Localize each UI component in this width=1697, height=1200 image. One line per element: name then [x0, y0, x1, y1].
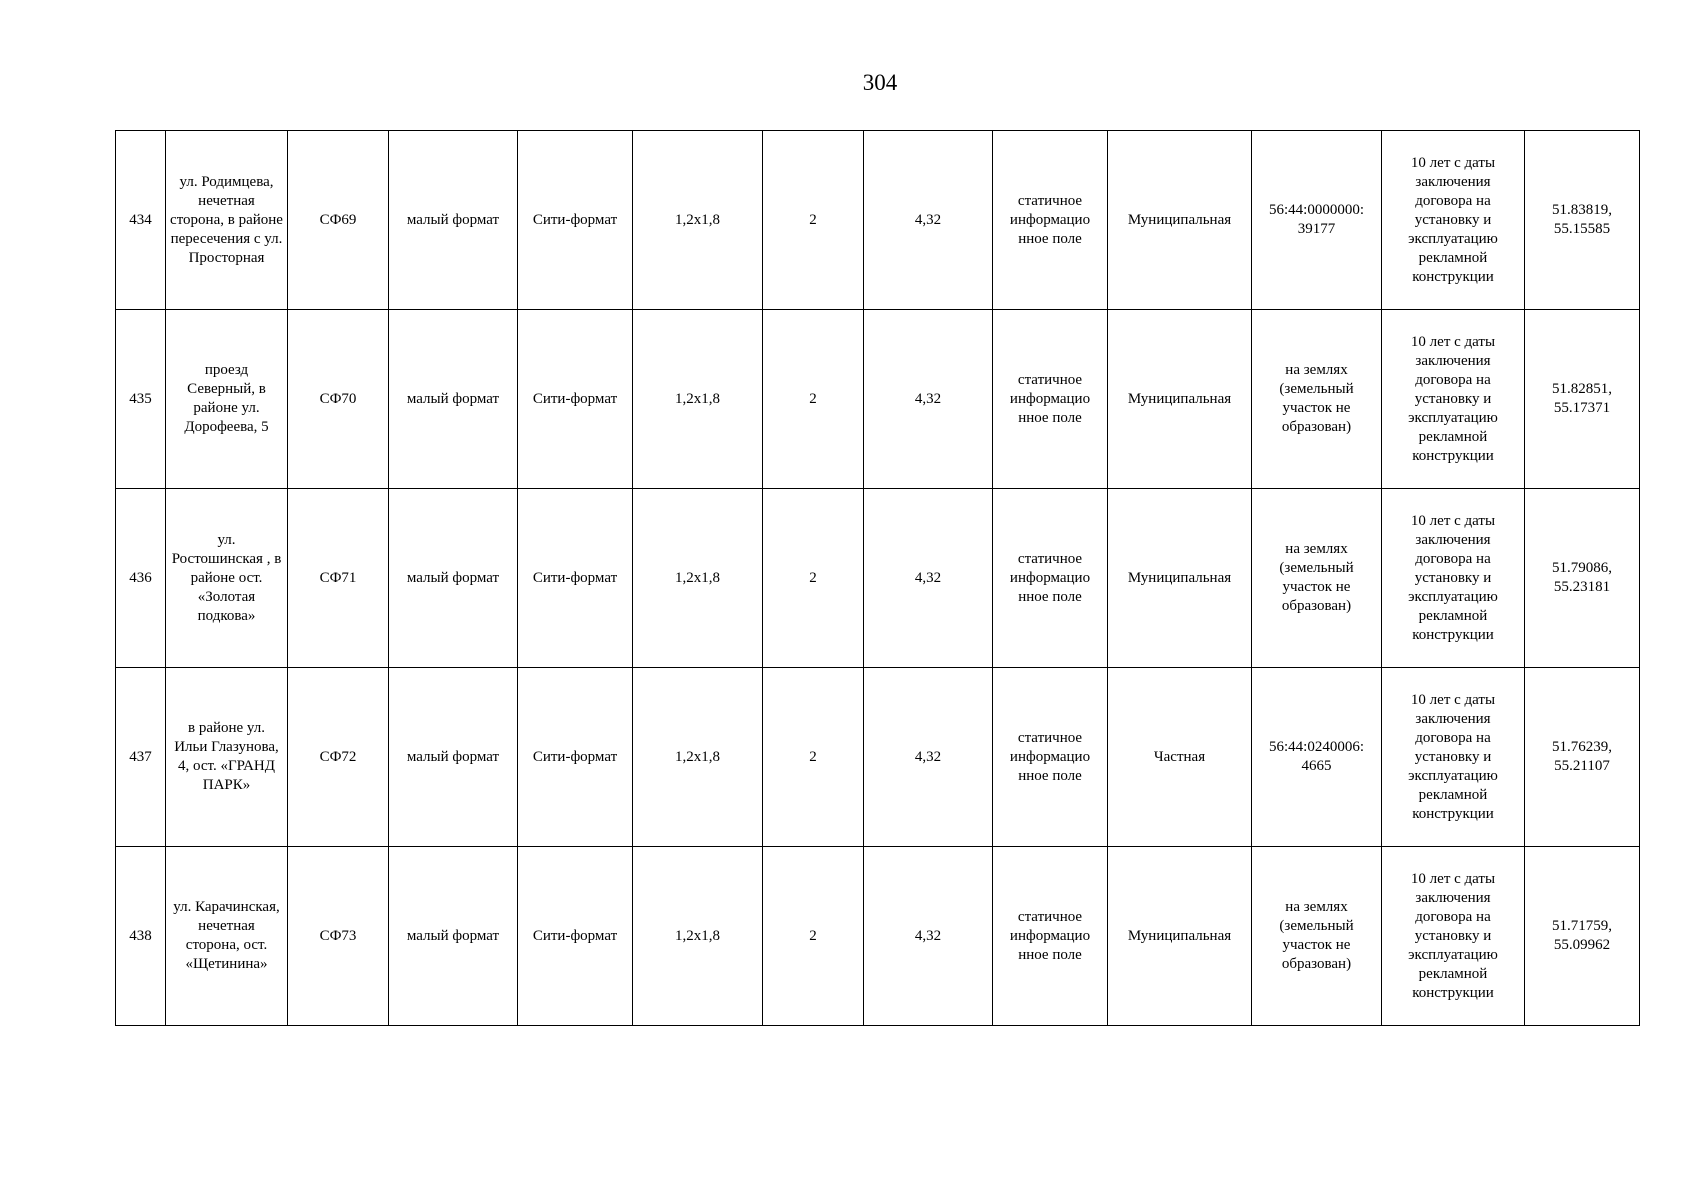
field-type-cell: статичное информацио нное поле	[993, 847, 1108, 1026]
cadastral-cell: 56:44:0240006: 4665	[1252, 668, 1382, 847]
ownership-cell: Муниципальная	[1108, 310, 1252, 489]
size-cell: 1,2х1,8	[633, 489, 763, 668]
format-cell: малый формат	[389, 489, 518, 668]
term-cell: 10 лет с даты заключения договора на установку и эксплуатацию рекламной конструкции	[1382, 489, 1525, 668]
coordinates-cell: 51.79086, 55.23181	[1525, 489, 1640, 668]
sides-cell: 2	[763, 310, 864, 489]
size-cell: 1,2х1,8	[633, 131, 763, 310]
table-row	[116, 310, 1640, 489]
structure-code: СФ71	[288, 489, 389, 668]
size-cell: 1,2х1,8	[633, 668, 763, 847]
sides-cell: 2	[763, 489, 864, 668]
field-type-cell: статичное информацио нное поле	[993, 668, 1108, 847]
area-cell: 4,32	[864, 131, 993, 310]
area-cell: 4,32	[864, 310, 993, 489]
cadastral-cell: на землях (земельный участок не образован)	[1252, 489, 1382, 668]
address-cell: в районе ул. Ильи Глазунова, 4, ост. «ГРАНД ПАРК»	[166, 668, 288, 847]
coordinates-cell: 51.76239, 55.21107	[1525, 668, 1640, 847]
type-cell: Сити-формат	[518, 847, 633, 1026]
row-number: 438	[116, 847, 166, 1026]
cadastral-cell: на землях (земельный участок не образован)	[1252, 310, 1382, 489]
field-type-cell: статичное информацио нное поле	[993, 131, 1108, 310]
area-cell: 4,32	[864, 668, 993, 847]
area-cell: 4,32	[864, 847, 993, 1026]
structure-code: СФ69	[288, 131, 389, 310]
term-cell: 10 лет с даты заключения договора на установку и эксплуатацию рекламной конструкции	[1382, 847, 1525, 1026]
sides-cell: 2	[763, 131, 864, 310]
page-number: 304	[862, 70, 898, 95]
term-cell: 10 лет с даты заключения договора на установку и эксплуатацию рекламной конструкции	[1382, 131, 1525, 310]
coordinates-cell: 51.71759, 55.09962	[1525, 847, 1640, 1026]
cadastral-cell: 56:44:0000000: 39177	[1252, 131, 1382, 310]
size-cell: 1,2х1,8	[633, 847, 763, 1026]
term-cell: 10 лет с даты заключения договора на установку и эксплуатацию рекламной конструкции	[1382, 668, 1525, 847]
row-number: 436	[116, 489, 166, 668]
field-type-cell: статичное информацио нное поле	[993, 489, 1108, 668]
format-cell: малый формат	[389, 131, 518, 310]
row-number: 435	[116, 310, 166, 489]
cadastral-cell: на землях (земельный участок не образован)	[1252, 847, 1382, 1026]
structure-code: СФ73	[288, 847, 389, 1026]
sides-cell: 2	[763, 668, 864, 847]
ownership-cell: Муниципальная	[1108, 489, 1252, 668]
advertising-structures-table	[115, 130, 1640, 1026]
structure-code: СФ70	[288, 310, 389, 489]
table-row	[116, 668, 1640, 847]
table-row	[116, 489, 1640, 668]
ownership-cell: Частная	[1108, 668, 1252, 847]
term-cell: 10 лет с даты заключения договора на установку и эксплуатацию рекламной конструкции	[1382, 310, 1525, 489]
address-cell: ул. Ростошинская , в районе ост. «Золотая подкова»	[166, 489, 288, 668]
type-cell: Сити-формат	[518, 131, 633, 310]
type-cell: Сити-формат	[518, 310, 633, 489]
area-cell: 4,32	[864, 489, 993, 668]
sides-cell: 2	[763, 847, 864, 1026]
row-number: 437	[116, 668, 166, 847]
ownership-cell: Муниципальная	[1108, 847, 1252, 1026]
address-cell: проезд Северный, в районе ул. Дорофеева, 5	[166, 310, 288, 489]
type-cell: Сити-формат	[518, 668, 633, 847]
coordinates-cell: 51.83819, 55.15585	[1525, 131, 1640, 310]
format-cell: малый формат	[389, 847, 518, 1026]
address-cell: ул. Карачинская, нечетная сторона, ост. «Щетинина»	[166, 847, 288, 1026]
table-row	[116, 131, 1640, 310]
format-cell: малый формат	[389, 668, 518, 847]
size-cell: 1,2х1,8	[633, 310, 763, 489]
table-row	[116, 847, 1640, 1026]
field-type-cell: статичное информацио нное поле	[993, 310, 1108, 489]
ownership-cell: Муниципальная	[1108, 131, 1252, 310]
structure-code: СФ72	[288, 668, 389, 847]
row-number: 434	[116, 131, 166, 310]
coordinates-cell: 51.82851, 55.17371	[1525, 310, 1640, 489]
type-cell: Сити-формат	[518, 489, 633, 668]
format-cell: малый формат	[389, 310, 518, 489]
address-cell: ул. Родимцева, нечетная сторона, в районе пересечения с ул. Просторная	[166, 131, 288, 310]
